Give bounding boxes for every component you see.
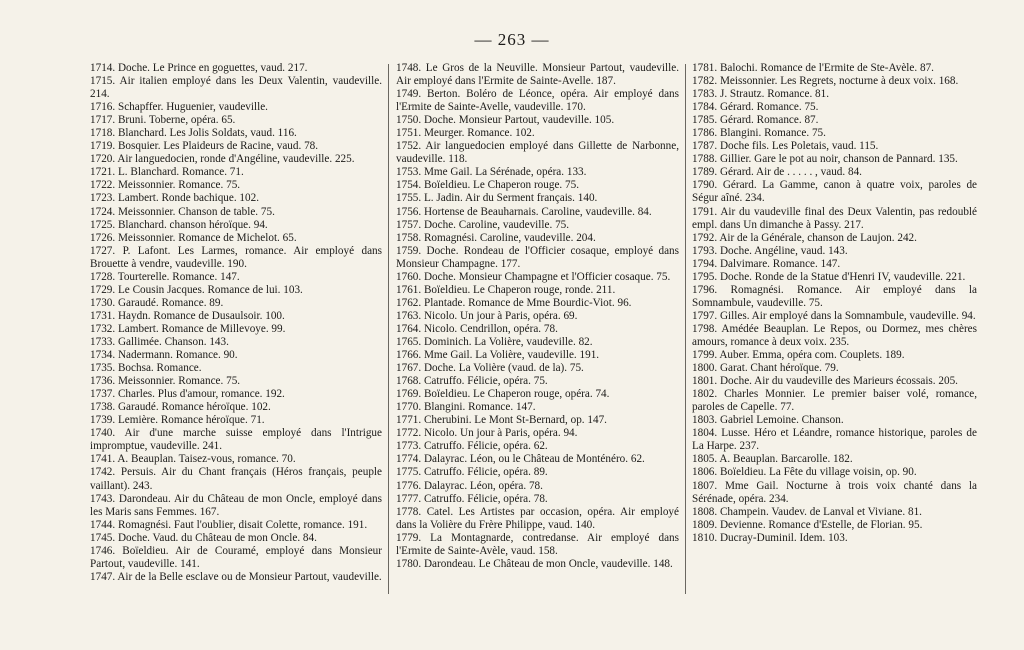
catalog-entry: 1757. Doche. Caroline, vaudeville. 75.	[396, 218, 570, 231]
catalog-entry: 1783. J. Strautz. Romance. 81.	[692, 88, 830, 101]
catalog-entry: 1716. Schapffer. Huguenier, vaudeville.	[90, 101, 268, 114]
catalog-entry: 1768. Catruffo. Félicie, opéra. 75.	[396, 375, 548, 388]
catalog-entry: 1801. Doche. Air du vaudeville des Marieurs écossais. 205.	[692, 375, 958, 388]
catalog-entry: 1753. Mme Gail. La Sérénade, opéra. 133.	[396, 166, 587, 179]
catalog-entry: 1736. Meissonnier. Romance. 75.	[90, 375, 241, 388]
catalog-entry: 1804. Lusse. Héro et Léandre, romance historique, paroles de La Harpe. 237.	[692, 427, 977, 453]
catalog-entry: 1784. Gérard. Romance. 75.	[692, 101, 819, 114]
column-divider-2	[685, 64, 686, 594]
catalog-entry: 1744. Romagnési. Faut l'oublier, disait Colette, romance. 191.	[90, 518, 368, 531]
catalog-entry: 1792. Air de la Générale, chanson de Laujon. 242.	[692, 231, 917, 244]
catalog-entry: 1729. Le Cousin Jacques. Romance de lui. 103.	[90, 283, 303, 296]
catalog-entry: 1750. Doche. Monsieur Partout, vaudeville. 105.	[396, 114, 615, 127]
catalog-entry: 1798. Amédée Beauplan. Le Repos, ou Dormez, mes chères amours, romance à deux voix. 235.	[692, 322, 977, 348]
catalog-entry: 1720. Air languedocien, ronde d'Angéline, vaudeville. 225.	[90, 153, 355, 166]
catalog-entry: 1758. Romagnési. Caroline, vaudeville. 204.	[396, 231, 596, 244]
catalog-entry: 1787. Doche fils. Les Poletais, vaud. 115.	[692, 140, 879, 153]
catalog-entry: 1788. Gillier. Gare le pot au noir, chanson de Pannard. 135.	[692, 153, 958, 166]
catalog-entry: 1755. L. Jadin. Air du Serment français. 140.	[396, 192, 598, 205]
catalog-entry: 1723. Lambert. Ronde bachique. 102.	[90, 192, 260, 205]
catalog-entry: 1767. Doche. La Volière (vaud. de la). 75.	[396, 362, 584, 375]
catalog-entry: 1735. Bochsa. Romance.	[90, 362, 202, 375]
catalog-entry: 1807. Mme Gail. Nocturne à trois voix chanté dans la Sérénade, opéra. 234.	[692, 479, 977, 505]
catalog-entry: 1791. Air du vaudeville final des Deux Valentin, pas redoublé empl. dans Un dimanche à Passy. 217.	[692, 205, 977, 231]
catalog-entry: 1786. Blangini. Romance. 75.	[692, 127, 826, 140]
catalog-entry: 1764. Nicolo. Cendrillon, opéra. 78.	[396, 322, 558, 335]
catalog-entry: 1730. Garaudé. Romance. 89.	[90, 296, 224, 309]
catalog-entry: 1721. L. Blanchard. Romance. 71.	[90, 166, 244, 179]
catalog-entry: 1737. Charles. Plus d'amour, romance. 192.	[90, 388, 285, 401]
text-column-1	[90, 62, 382, 584]
catalog-entry: 1731. Haydn. Romance de Dusaulsoir. 100.	[90, 309, 285, 322]
catalog-entry: 1719. Bosquier. Les Plaideurs de Racine, vaud. 78.	[90, 140, 319, 153]
catalog-entry: 1782. Meissonnier. Les Regrets, nocturne à deux voix. 168.	[692, 75, 959, 88]
text-column-2	[396, 62, 679, 571]
catalog-entry: 1774. Dalayrac. Léon, ou le Château de Monténéro. 62.	[396, 453, 645, 466]
catalog-entry: 1785. Gérard. Romance. 87.	[692, 114, 819, 127]
catalog-entry: 1769. Boïeldieu. Le Chaperon rouge, opéra. 74.	[396, 388, 610, 401]
catalog-entry: 1760. Doche. Monsieur Champagne et l'Officier cosaque. 75.	[396, 270, 671, 283]
catalog-entry: 1796. Romagnési. Romance. Air employé dans la Somnambule, vaudeville. 75.	[692, 283, 977, 309]
catalog-entry: 1794. Dalvimare. Romance. 147.	[692, 257, 841, 270]
catalog-entry: 1717. Bruni. Toberne, opéra. 65.	[90, 114, 236, 127]
catalog-entry: 1770. Blangini. Romance. 147.	[396, 401, 536, 414]
catalog-entry: 1727. P. Lafont. Les Larmes, romance. Air employé dans Brouette à vendre, vaudeville. 190.	[90, 244, 382, 270]
catalog-entry: 1751. Meurger. Romance. 102.	[396, 127, 535, 140]
catalog-entry: 1803. Gabriel Lemoine. Chanson.	[692, 414, 844, 427]
catalog-entry: 1779. La Montagnarde, contredanse. Air employé dans l'Ermite de Sainte-Avèle, vaud. 158.	[396, 531, 679, 557]
catalog-entry: 1778. Catel. Les Artistes par occasion, opéra. Air employé dans la Volière du Frère Philippe, vaud. 140.	[396, 505, 679, 531]
catalog-entry: 1739. Lemière. Romance héroïque. 71.	[90, 414, 265, 427]
catalog-entry: 1752. Air languedocien employé dans Gillette de Narbonne, vaudeville. 118.	[396, 140, 679, 166]
catalog-entry: 1718. Blanchard. Les Jolis Soldats, vaud. 116.	[90, 127, 297, 140]
catalog-entry: 1772. Nicolo. Un jour à Paris, opéra. 94.	[396, 427, 578, 440]
catalog-entry: 1745. Doche. Vaud. du Château de mon Oncle. 84.	[90, 531, 317, 544]
catalog-entry: 1734. Nadermann. Romance. 90.	[90, 349, 238, 362]
catalog-entry: 1771. Cherubini. Le Mont St-Bernard, op. 147.	[396, 414, 607, 427]
catalog-entry: 1776. Dalayrac. Léon, opéra. 78.	[396, 479, 543, 492]
catalog-entry: 1728. Tourterelle. Romance. 147.	[90, 270, 240, 283]
catalog-entry: 1740. Air d'une marche suisse employé dans l'Intrigue impromptue, vaudeville. 241.	[90, 427, 382, 453]
catalog-entry: 1738. Garaudé. Romance héroïque. 102.	[90, 401, 271, 414]
catalog-entry: 1749. Berton. Boléro de Léonce, opéra. Air employé dans l'Ermite de Sainte-Avelle, vaudeville. 170.	[396, 88, 679, 114]
catalog-entry: 1748. Le Gros de la Neuville. Monsieur Partout, vaudeville. Air employé dans l'Ermite de Sainte-Avelle. 187.	[396, 62, 679, 88]
catalog-entry: 1780. Darondeau. Le Château de mon Oncle, vaudeville. 148.	[396, 557, 673, 570]
catalog-entry: 1799. Auber. Emma, opéra com. Couplets. 189.	[692, 349, 905, 362]
catalog-entry: 1802. Charles Monnier. Le premier baiser volé, romance, paroles de Capelle. 77.	[692, 388, 977, 414]
catalog-entry: 1789. Gérard. Air de . . . . . , vaud. 84.	[692, 166, 862, 179]
catalog-entry: 1773. Catruffo. Félicie, opéra. 62.	[396, 440, 548, 453]
catalog-entry: 1722. Meissonnier. Romance. 75.	[90, 179, 241, 192]
catalog-entry: 1724. Meissonnier. Chanson de table. 75.	[90, 205, 275, 218]
catalog-entry: 1775. Catruffo. Félicie, opéra. 89.	[396, 466, 548, 479]
catalog-entry: 1726. Meissonnier. Romance de Michelot. 65.	[90, 231, 297, 244]
catalog-entry: 1733. Gallimée. Chanson. 143.	[90, 335, 229, 348]
catalog-entry: 1790. Gérard. La Gamme, canon à quatre voix, paroles de Ségur aîné. 234.	[692, 179, 977, 205]
catalog-entry: 1763. Nicolo. Un jour à Paris, opéra. 69.	[396, 309, 578, 322]
catalog-entry: 1797. Gilles. Air employé dans la Somnambule, vaudeville. 94.	[692, 309, 976, 322]
catalog-entry: 1759. Doche. Rondeau de l'Officier cosaque, employé dans Monsieur Champagne. 177.	[396, 244, 679, 270]
catalog-entry: 1808. Champein. Vaudev. de Lanval et Viviane. 81.	[692, 505, 922, 518]
catalog-entry: 1809. Devienne. Romance d'Estelle, de Florian. 95.	[692, 518, 923, 531]
catalog-entry: 1725. Blanchard. chanson héroïque. 94.	[90, 218, 268, 231]
page-number: — 263 —	[474, 30, 550, 49]
catalog-entry: 1747. Air de la Belle esclave ou de Monsieur Partout, vaudeville.	[90, 570, 382, 583]
catalog-entry: 1805. A. Beauplan. Barcarolle. 182.	[692, 453, 853, 466]
catalog-entry: 1732. Lambert. Romance de Millevoye. 99.	[90, 322, 286, 335]
text-column-3	[692, 62, 977, 545]
catalog-entry: 1715. Air italien employé dans les Deux Valentin, vaudeville. 214.	[90, 75, 382, 101]
catalog-entry: 1777. Catruffo. Félicie, opéra. 78.	[396, 492, 548, 505]
catalog-entry: 1793. Doche. Angéline, vaud. 143.	[692, 244, 848, 257]
catalog-entry: 1766. Mme Gail. La Volière, vaudeville. 191.	[396, 349, 600, 362]
catalog-entry: 1806. Boïeldieu. La Fête du village voisin, op. 90.	[692, 466, 917, 479]
catalog-entry: 1754. Boïeldieu. Le Chaperon rouge. 75.	[396, 179, 579, 192]
catalog-entry: 1762. Plantade. Romance de Mme Bourdic-Viot. 96.	[396, 296, 632, 309]
catalog-entry: 1795. Doche. Ronde de la Statue d'Henri IV, vaudeville. 221.	[692, 270, 966, 283]
catalog-entry: 1714. Doche. Le Prince en goguettes, vaud. 217.	[90, 62, 308, 74]
catalog-entry: 1756. Hortense de Beauharnais. Caroline, vaudeville. 84.	[396, 205, 652, 218]
catalog-entry: 1743. Darondeau. Air du Château de mon Oncle, employé dans les Maris sans Femmes. 167.	[90, 492, 382, 518]
column-divider-1	[388, 64, 389, 594]
catalog-entry: 1746. Boïeldieu. Air de Couramé, employé dans Monsieur Partout, vaudeville. 141.	[90, 544, 382, 570]
catalog-entry: 1800. Garat. Chant héroïque. 79.	[692, 362, 839, 375]
catalog-entry: 1761. Boïeldieu. Le Chaperon rouge, ronde. 211.	[396, 283, 616, 296]
catalog-entry: 1765. Dominich. La Volière, vaudeville. 82.	[396, 335, 593, 348]
catalog-entry: 1781. Balochi. Romance de l'Ermite de Ste-Avèle. 87.	[692, 62, 934, 74]
catalog-entry: 1742. Persuis. Air du Chant français (Héros français, peuple vaillant). 243.	[90, 466, 382, 492]
catalog-entry: 1810. Ducray-Duminil. Idem. 103.	[692, 531, 848, 544]
catalog-entry: 1741. A. Beauplan. Taisez-vous, romance. 70.	[90, 453, 296, 466]
